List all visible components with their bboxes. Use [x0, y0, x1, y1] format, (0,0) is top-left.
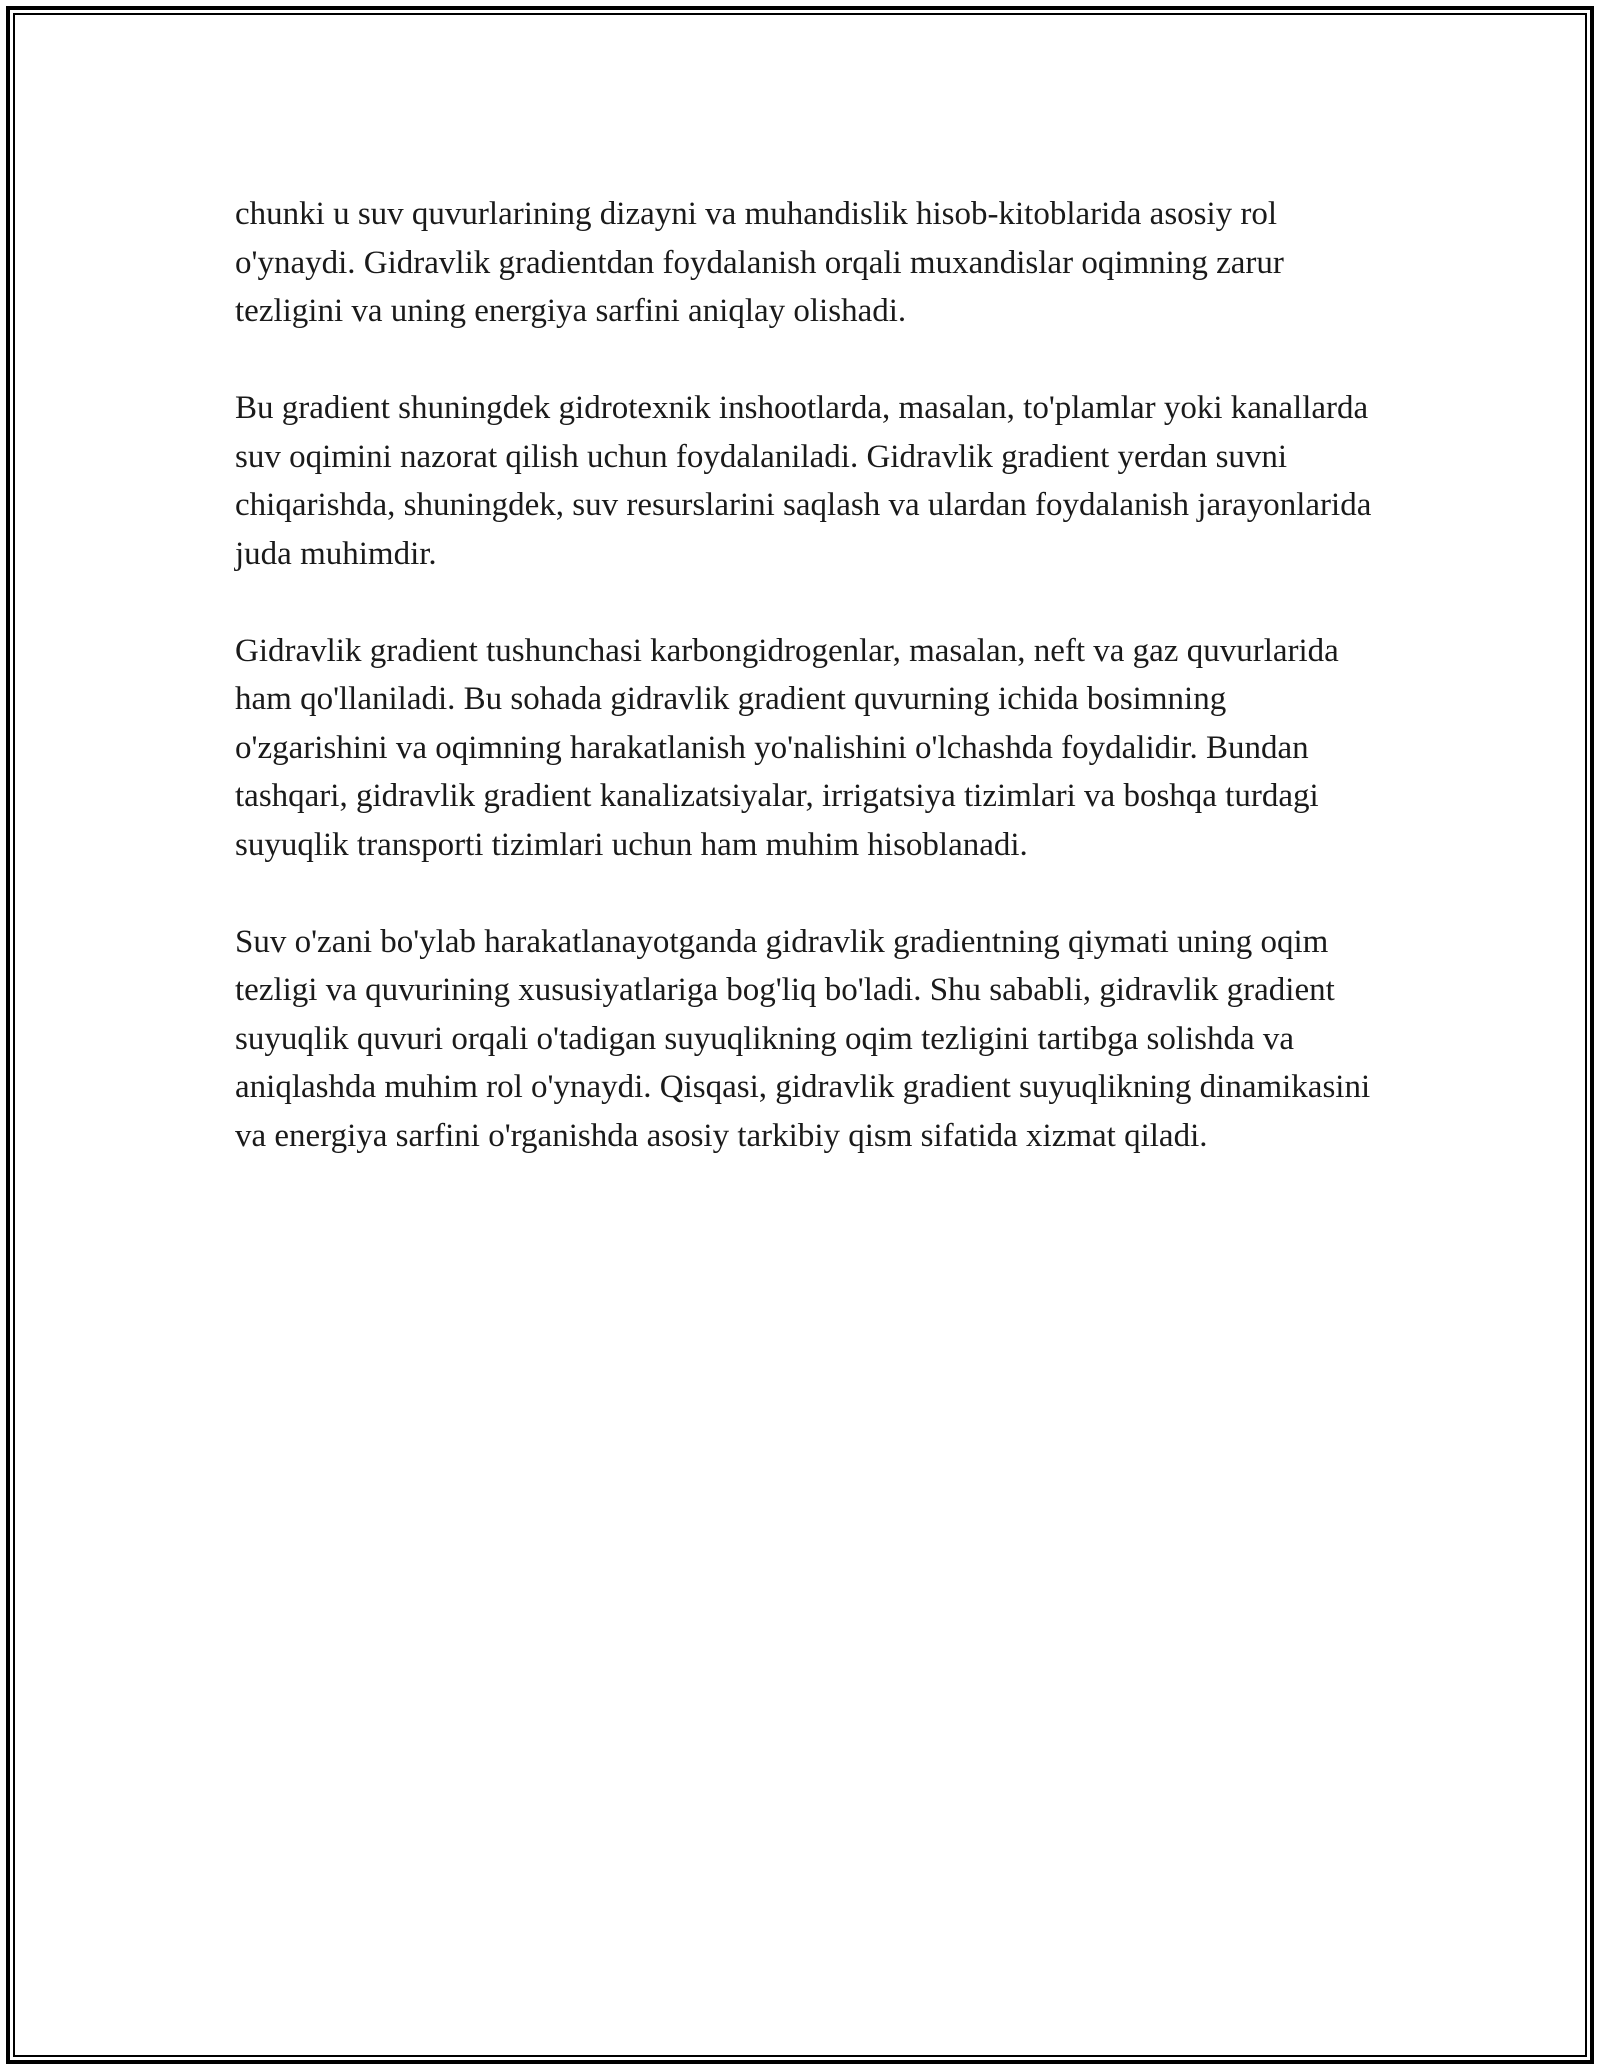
paragraph: chunki u suv quvurlarining dizayni va muhandislik hisob-kitoblarida asosiy rol o'ynaydi. Gidravlik gradientdan foydalanish orqali muxandislar oqimning zarur tezligini va uning energiya sarfini aniqlay olishadi. — [235, 196, 1284, 329]
paragraph: Suv o'zani bo'ylab harakatlanayotganda gidravlik gradientning qiymati uning oqim tezligi va quvurining xususiyatlariga bog'liq bo'ladi. Shu sababli, gidravlik gradient suyuqlik quvuri orqali o'tadigan suyuqlikning oqim tezligini tartibga solishda va aniqlashda muhim rol o'ynaydi. Qisqasi, gidravlik gradient suyuqlikning dinamikasini va energiya sarfini o'rganishda asosiy tarkibiy qism sifatida xizmat qiladi. — [235, 923, 1371, 1154]
paragraph: Bu gradient shuningdek gidrotexnik inshootlarda, masalan, to'plamlar yoki kanallarda suv oqimini nazorat qilish uchun foydalaniladi. Gidravlik gradient yerdan suvni chiqarishda, shuningdek, suv resurslarini saqlash va ulardan foydalanish jarayonlarida juda muhimdir. — [235, 390, 1372, 572]
paragraph: Gidravlik gradient tushunchasi karbongidrogenlar, masalan, neft va gaz quvurlarida ham qo'llaniladi. Bu sohada gidravlik gradient quvurning ichida bosimning o'zgarishini va oqimning harakatlanish yo'nalishini o'lchashda foydalidir. Bundan tashqari, gidravlik gradient kanalizatsiyalar, irrigatsiya tizimlari va boshqa turdagi suyuqlik transporti tizimlari uchun ham muhim hisoblanadi. — [235, 632, 1339, 863]
document-body — [235, 190, 1375, 1209]
